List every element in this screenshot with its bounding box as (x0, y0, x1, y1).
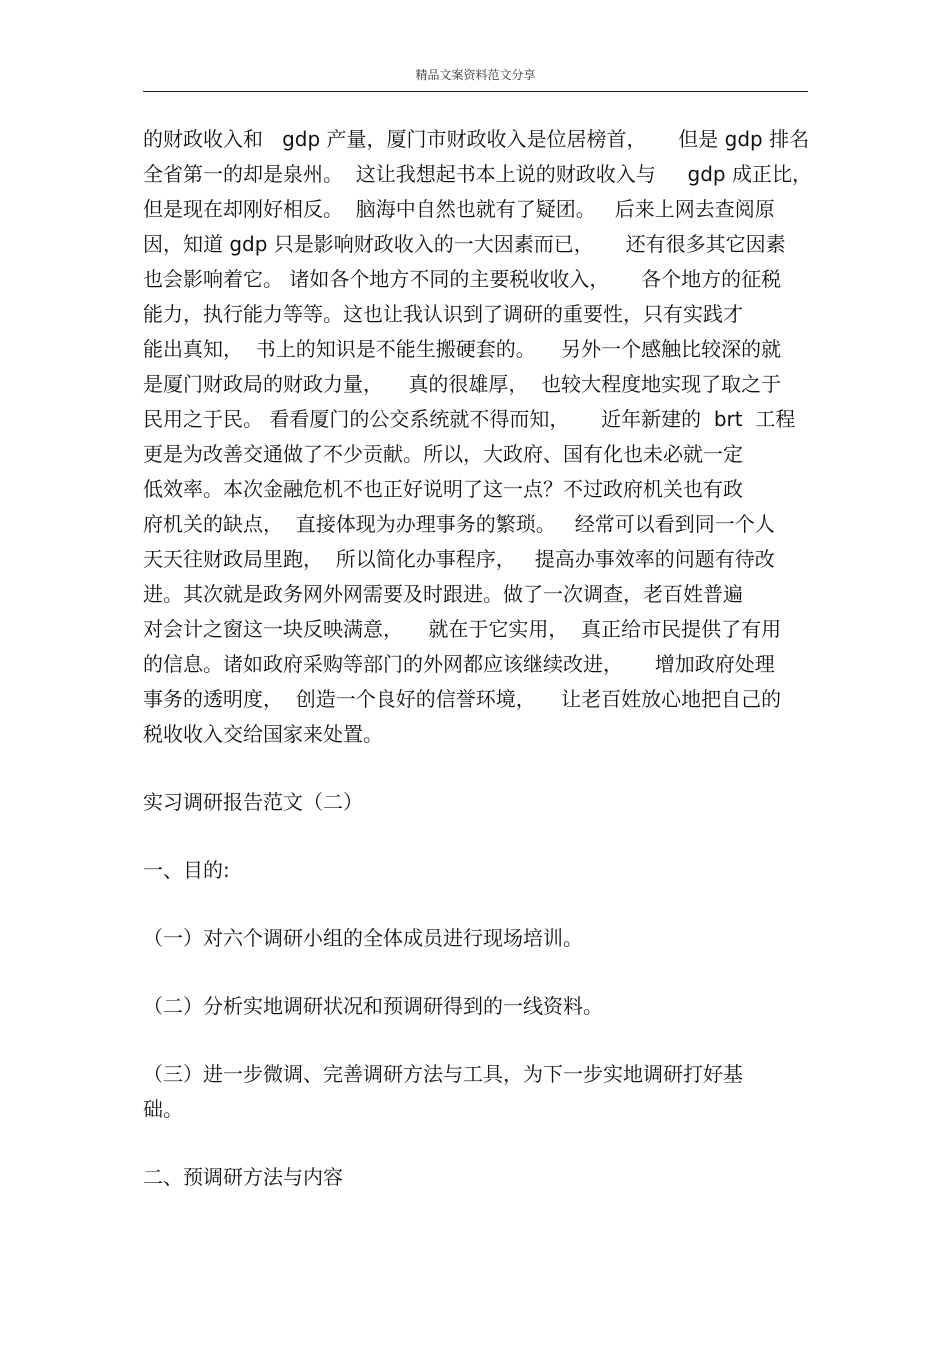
paragraph-gap (143, 1024, 823, 1057)
list-item: （一）对六个调研小组的全体成员进行现场培训。 (143, 926, 583, 950)
body-line: 全省第一的却是泉州。 这让我想起书本上说的财政收入与 gdp 成正比， (143, 162, 812, 186)
body-line: 天天往财政局里跑， 所以简化办事程序， 提高办事效率的问题有待改 (143, 547, 775, 571)
body-line: 但是现在却刚好相反。 脑海中自然也就有了疑团。 后来上网去查阅原 (143, 197, 775, 221)
paragraph-gap (143, 752, 823, 785)
section-title: 实习调研报告范文（二） (143, 790, 363, 814)
body-line: 是厦门财政局的财政力量， 真的很雄厚， 也较大程度地实现了取之于 (143, 372, 782, 396)
body-line: 也会影响着它。 诸如各个地方不同的主要税收收入， 各个地方的征税 (143, 267, 782, 291)
paragraph-gap (143, 956, 823, 989)
paragraph-gap (143, 820, 823, 853)
heading-method: 二、预调研方法与内容 (143, 1165, 343, 1189)
body-line: 能力，执行能力等等。这也让我认识到了调研的重要性，只有实践才 (143, 302, 743, 326)
document-body (143, 122, 823, 1195)
header-divider (143, 91, 808, 92)
body-line: 更是为改善交通做了不少贡献。所以，大政府、国有化也未必就一定 (143, 442, 743, 466)
body-line: 对会计之窗这一块反映满意， 就在于它实用， 真正给市民提供了有用 (143, 617, 782, 641)
body-line: 低效率。本次金融危机不也正好说明了这一点？不过政府机关也有政 (143, 477, 743, 501)
body-line: 税收收入交给国家来处置。 (143, 722, 383, 746)
paragraph-gap (143, 1127, 823, 1160)
body-line: 的财政收入和 gdp 产量，厦门市财政收入是位居榜首， 但是 gdp 排名 (143, 127, 810, 151)
body-line: 民用之于民。 看看厦门的公交系统就不得而知， 近年新建的 brt 工程 (143, 407, 796, 431)
heading-purpose: 一、目的: (143, 858, 230, 882)
body-line: 事务的透明度， 创造一个良好的信誉环境， 让老百姓放心地把自己的 (143, 687, 782, 711)
body-line: 府机关的缺点， 直接体现为办理事务的繁琐。 经常可以看到同一个人 (143, 512, 775, 536)
list-item: （二）分析实地调研状况和预调研得到的一线资料。 (143, 994, 603, 1018)
paragraph-gap (143, 888, 823, 921)
body-line: 的信息。诸如政府采购等部门的外网都应该继续改进， 增加政府处理 (143, 652, 775, 676)
body-line: 因，知道 gdp 只是影响财政收入的一大因素而已， 还有很多其它因素 (143, 232, 786, 256)
list-item-continuation: 础。 (143, 1097, 183, 1121)
body-line: 能出真知， 书上的知识是不能生搬硬套的。 另外一个感触比较深的就 (143, 337, 782, 361)
body-line: 进。其次就是政务网外网需要及时跟进。做了一次调查，老百姓普遍 (143, 582, 743, 606)
page-header: 精品文案资料范文分享 (415, 68, 536, 82)
list-item: （三）进一步微调、完善调研方法与工具，为下一步实地调研打好基 (143, 1062, 743, 1086)
